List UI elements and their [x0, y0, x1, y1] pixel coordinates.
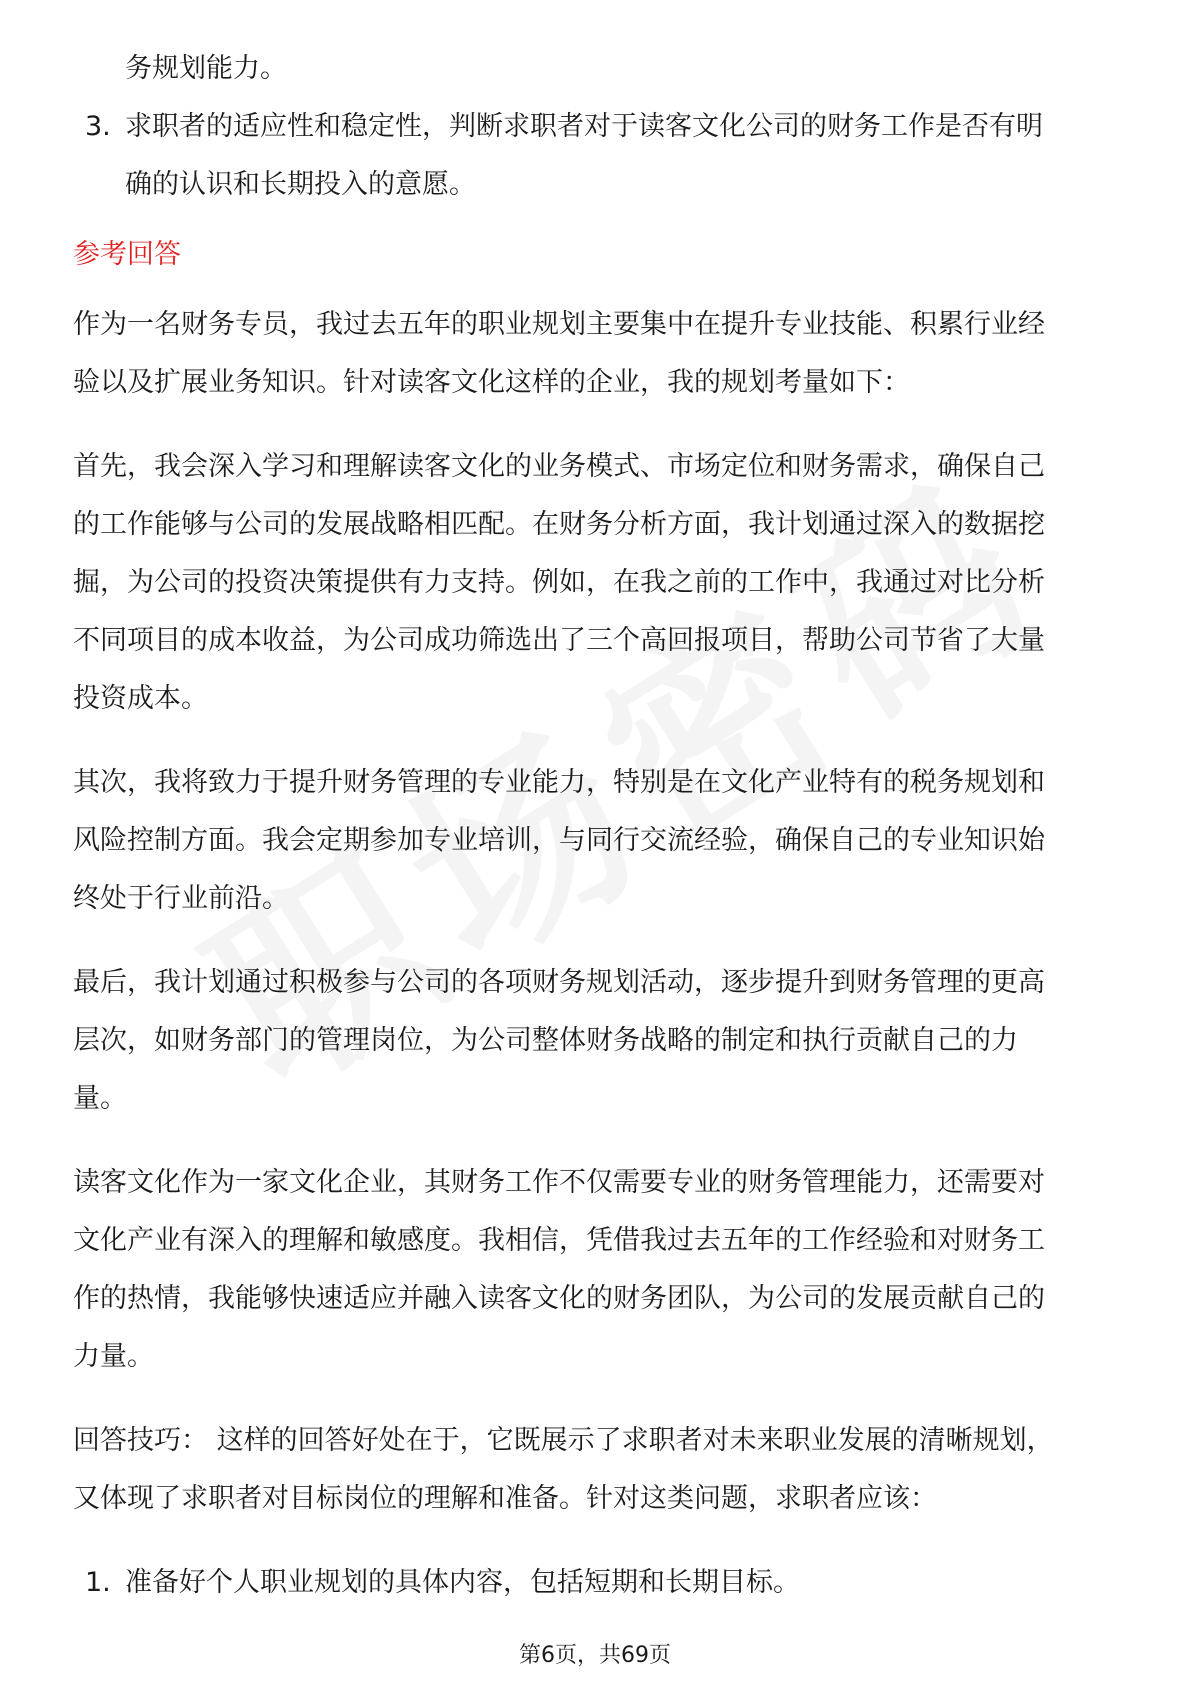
- answer-tips-paragraph: [73, 1412, 1118, 1528]
- list-item-line: 准备好个人职业规划的具体内容，包括短期和长期目标。: [125, 1567, 800, 1598]
- paragraph-line: 最后，我计划通过积极参与公司的各项财务规划活动，逐步提升到财务管理的更高: [73, 967, 1045, 998]
- paragraph-line: 回答技巧： 这样的回答好处在于，它既展示了求职者对未来职业发展的清晰规划，: [73, 1425, 1054, 1456]
- paragraph-line: 作为一名财务专员，我过去五年的职业规划主要集中在提升专业技能、积累行业经: [73, 309, 1045, 340]
- paragraph-line: 力量。: [73, 1341, 154, 1372]
- paragraph-line: 又体现了求职者对目标岗位的理解和准备。针对这类问题，求职者应该：: [73, 1483, 937, 1514]
- paragraph: [73, 296, 1118, 412]
- paragraph: [73, 954, 1118, 1128]
- paragraph-line: 的工作能够与公司的发展战略相匹配。在财务分析方面，我计划通过深入的数据挖: [73, 509, 1045, 540]
- list-number: 3.: [85, 111, 111, 142]
- paragraph-line: 投资成本。: [73, 683, 208, 714]
- list-item-2-tail: 务规划能力。: [125, 53, 287, 84]
- paragraph-line: 层次，如财务部门的管理岗位，为公司整体财务战略的制定和执行贡献自己的力: [73, 1025, 1018, 1056]
- paragraph-line: 终处于行业前沿。: [73, 883, 289, 914]
- list-item-line: 求职者的适应性和稳定性，判断求职者对于读客文化公司的财务工作是否有明: [125, 111, 1043, 142]
- paragraph-line: 其次，我将致力于提升财务管理的专业能力，特别是在文化产业特有的税务规划和: [73, 767, 1045, 798]
- paragraph-line: 量。: [73, 1083, 127, 1114]
- paragraph-line: 文化产业有深入的理解和敏感度。我相信，凭借我过去五年的工作经验和对财务工: [73, 1225, 1045, 1256]
- page-footer: 第6页，共69页: [519, 1643, 671, 1668]
- paragraph-line: 不同项目的成本收益，为公司成功筛选出了三个高回报项目，帮助公司节省了大量: [73, 625, 1045, 656]
- paragraph-line: 验以及扩展业务知识。针对读客文化这样的企业，我的规划考量如下：: [73, 367, 910, 398]
- paragraph: [73, 1154, 1118, 1386]
- paragraph: [73, 438, 1118, 728]
- paragraph-line: 掘，为公司的投资决策提供有力支持。例如，在我之前的工作中，我通过对比分析: [73, 567, 1045, 598]
- list-item-1: [73, 1554, 1118, 1612]
- paragraph: [73, 754, 1118, 928]
- paragraph-line: 首先，我会深入学习和理解读客文化的业务模式、市场定位和财务需求，确保自己: [73, 451, 1045, 482]
- list-item-3: [73, 98, 1118, 214]
- paragraph-line: 作的热情，我能够快速适应并融入读客文化的财务团队，为公司的发展贡献自己的: [73, 1283, 1045, 1314]
- list-item-line: 确的认识和长期投入的意愿。: [125, 169, 476, 200]
- answer-heading: 参考回答: [73, 239, 181, 270]
- document-body: [73, 40, 1118, 1612]
- paragraph-line: 风险控制方面。我会定期参加专业培训，与同行交流经验，确保自己的专业知识始: [73, 825, 1045, 856]
- paragraph-line: 读客文化作为一家文化企业，其财务工作不仅需要专业的财务管理能力，还需要对: [73, 1167, 1045, 1198]
- list-number: 1.: [85, 1567, 111, 1598]
